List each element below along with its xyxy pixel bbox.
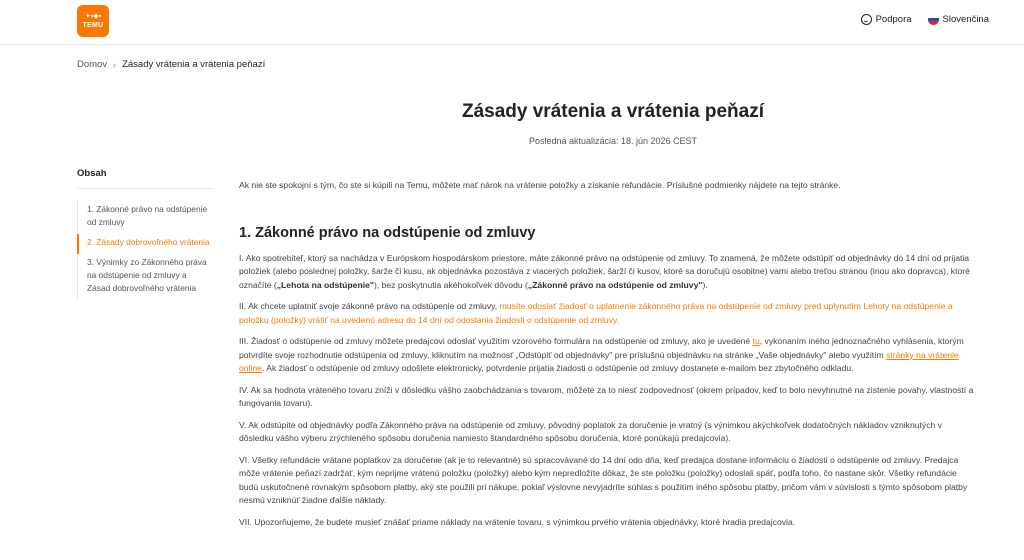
section-1-title: 1. Zákonné právo na odstúpenie od zmluvy <box>239 224 536 241</box>
policy-content <box>239 179 975 537</box>
last-updated: Posledná aktualizácia: 18. jún 2026 CEST <box>528 136 698 146</box>
paragraph-6: VI. Všetky refundácie vrátane poplatkov za doručenie (ak je to relevantné) sú spracovávané do 14 dní odo dňa, keď predajca dostane informáciu o žiadosti o odstúpenie od zmluvy. Predajca môže vrátenie peňazí zadržať, kým neprijme vrátenú položku (položky) alebo kým nepredložíte dôkaz, že ste položku (položky) odoslali späť, podľa toho, čo nastane skôr. Všetky refundácie budú uskutočnené rovnakým spôsobom platby, aký ste použili pri nákupe, pokiaľ výslovne nevyjadríte súhlas s použitím iného spôsobu platby, pričom vám v súvislosti s týmto spôsobom platby nesmú vzniknúť žiadne ďalšie náklady. <box>239 454 968 505</box>
online-returns-link[interactable]: stránky na vrátenie online <box>239 349 959 373</box>
language-label: Slovenčina <box>942 14 989 25</box>
paragraph-4: IV. Ak sa hodnota vráteného tovaru zníži v dôsledku vášho zaobchádzania s tovarom, môžete za to niesť zodpovednosť (okrem prípadov, keď to bolo nevyhnutné na zistenie povahy, vlastností a fungovania tovaru). <box>239 384 974 408</box>
breadcrumb-separator: › <box>113 59 117 70</box>
p1-text-d: ). <box>702 279 708 290</box>
p3-text-c: . Ak žiadosť o odstúpenie od zmluvy odošlete elektronicky, potvrdenie prijatia žiadosti o odstúpenie od zmluvy dostanete e-mailom bez zbytočného odkladu. <box>261 363 854 373</box>
paragraph-1 <box>239 252 975 293</box>
p3-text-a: III. Žiadosť o odstúpenie od zmluvy môžete predajcovi odoslať využitím vzorového formulára na odstúpenie od zmluvy, ako je uvedené <box>239 336 753 346</box>
logo-text: TEMU <box>82 21 104 29</box>
breadcrumb-current: Zásady vrátenia a vrátenia peňazí <box>122 59 266 70</box>
intro-paragraph: Ak nie ste spokojní s tým, čo ste si kúpili na Temu, môžete mať nárok na vrátenie položky a získanie refundácie. Príslušné podmienky nájdete na tejto stránke. <box>239 180 841 190</box>
slovak-flag-icon <box>928 14 939 25</box>
breadcrumb <box>77 59 265 70</box>
chat-smile-icon <box>861 14 872 25</box>
logo-glyphs: ✦▪◆▪ <box>84 12 102 20</box>
toc-item-voluntary-returns[interactable]: 2. Zásady dobrovoľného vrátenia <box>77 234 212 254</box>
p1-bold-statutory-right: „Zákonné právo na odstúpenie od zmluvy" <box>527 279 703 290</box>
support-label: Podpora <box>875 14 912 25</box>
paragraph-2 <box>239 300 975 327</box>
flag-stripe-red <box>928 21 939 25</box>
paragraph-3 <box>239 335 975 376</box>
page-title: Zásady vrátenia a vrátenia peňazí <box>461 101 765 122</box>
language-selector[interactable] <box>928 14 989 25</box>
form-link[interactable]: tu <box>752 336 760 346</box>
top-header <box>0 0 1024 45</box>
breadcrumb-home[interactable]: Domov <box>77 59 108 70</box>
p1-text-a: I. Ako spotrebiteľ, ktorý sa nachádza v Európskom hospodárskom priestore, máte zákonné právo na odstúpenie od zmluvy. To znamená, že môžete odstúpiť od objednávky do 14 dní od prijatia položiek (alebo poslednej položky, šarže či kusu, ak objednávka pozostáva z viacerých položiek, šarží či kusov, ktoré sa doručujú osobitne) vami alebo treťou stranou (inou ako dopravca), ktoré označíte ( <box>239 252 970 290</box>
p1-bold-withdrawal-period: „Lehota na odstúpenie" <box>276 279 374 290</box>
toc-item-statutory-withdrawal[interactable]: 1. Zákonné právo na odstúpenie od zmluvy <box>87 204 208 227</box>
support-link[interactable] <box>861 14 912 25</box>
temu-logo[interactable] <box>77 5 109 37</box>
p2-text-a: II. Ak chcete uplatniť svoje zákonné právo na odstúpenie od zmluvy, <box>239 301 500 311</box>
table-of-contents <box>77 168 212 300</box>
paragraph-5: V. Ak odstúpite od objednávky podľa Zákonného práva na odstúpenie od zmluvy, pôvodný poplatok za doručenie je vratný (s výnimkou akýchkoľvek dodatočných nákladov vzniknutých v dôsledku vášho výberu zrýchleného spôsobu doručenia namiesto štandardného spôsobu doručenia, ktoré ponúkajú predajcovia). <box>239 419 942 443</box>
paragraph-7: VII. Upozorňujeme, že budete musieť znášať priame náklady na vrátenie tovaru, s výnimkou prvého vrátenia objednávky, ktoré hradia predajcovia. <box>239 516 796 527</box>
header-actions <box>861 14 989 25</box>
toc-item-exceptions[interactable]: 3. Výnimky zo Zákonného práva na odstúpenie od zmluvy a Zásad dobrovoľného vrátenia <box>87 257 207 293</box>
p1-text-c: ), bez poskytnutia akéhokoľvek dôvodu ( <box>373 279 528 290</box>
toc-list <box>77 201 212 300</box>
toc-title: Obsah <box>77 168 212 189</box>
p2-highlight: musíte odoslať žiadosť o uplatnenie zákonného práva na odstúpenie od zmluvy pred uplynutím Lehoty na odstúpenie a položku (položky) vrátiť na uvedenú adresu do 14 dní od odoslania žiadosti o odstúpenie od zmluvy. <box>239 301 953 325</box>
p3-text-b: , vykonaním iného jednoznačného vyhlásenia, ktorým potvrdíte svoje rozhodnutie odstúpenia od zmluvy, kliknutím na možnosť „Odstúpiť od objednávky" pre príslušnú objednávku na stránke „Vaše objednávky" alebo využitím <box>239 336 964 360</box>
